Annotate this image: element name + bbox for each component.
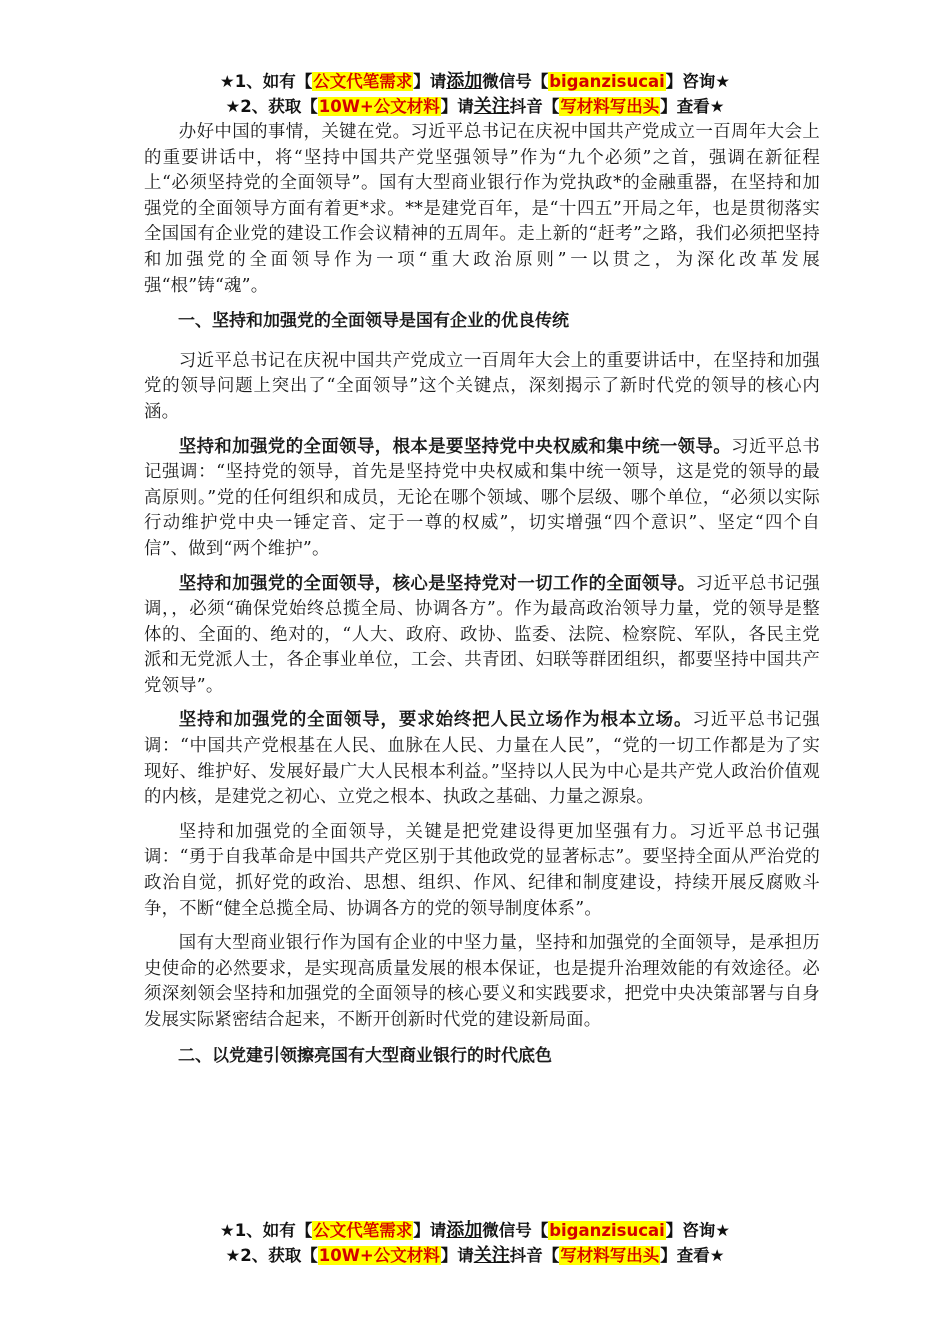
paragraph-text: 习近平总书记强调，，必须“确保党始终总揽全局、协调各方”。作为最高政治领导力量，党的领导是整体的、全面的、绝对的，“人大、政府、政协、监委、法院、检察院、军队，各民主党派和无党派人士，各企事业单位，工会、共青团、妇联等群团组织，都要坚持中国共产党领导”。 (144, 573, 820, 696)
banner-text: ★2、获取【 (225, 97, 318, 116)
banner-text: 】咨询★ (665, 72, 731, 91)
banner-highlight: biganzisucai (549, 72, 665, 91)
banner-emphasis: 添加 (446, 71, 483, 92)
banner-highlight: 10W+公文材料 (318, 97, 440, 116)
section-heading-2: 二、以党建引领擦亮国有大型商业银行的时代底色 (178, 1045, 552, 1066)
banner-emphasis: 关注 (473, 96, 510, 117)
banner-highlight: biganzisucai (549, 1221, 665, 1240)
paragraph-lead: 坚持和加强党的全面领导，根本是要坚持党中央权威和集中统一领导。 (178, 436, 732, 457)
banner-text: 微信号【 (482, 1221, 549, 1240)
banner-text: 】请 (440, 1246, 474, 1265)
banner-text: 】请 (413, 1221, 447, 1240)
banner-highlight: 写材料写出头 (560, 97, 660, 116)
paragraph-text: 习近平总书记强调：“中国共产党根基在人民、血脉在人民、力量在人民”，“党的一切工作都是为了实现好、维护好、发展好最广大人民根本利益。”坚持以人民为中心是共产党人政治价值观的内核，是建党之初心、立党之根本、执政之基础、力量之源泉。 (144, 710, 820, 808)
banner-highlight: 公文代笔需求 (313, 1221, 413, 1240)
banner-text: 】咨询★ (665, 1221, 731, 1240)
section-heading-1: 一、坚持和加强党的全面领导是国有企业的优良传统 (178, 311, 569, 332)
footer-banner (140, 1218, 810, 1268)
document-body (144, 120, 820, 1083)
banner-text: 抖音【 (509, 1246, 560, 1265)
banner-text: ★1、如有【 (219, 72, 313, 91)
banner-text: 抖音【 (509, 97, 560, 116)
banner-text: ★2、获取【 (225, 1246, 318, 1265)
paragraph-7: 国有大型商业银行作为国有企业的中坚力量，坚持和加强党的全面领导，是承担历史使命的必然要求，是实现高质量发展的根本保证，也是提升治理效能的有效途径。必须深刻领会坚持和加强党的全面领导的核心要义和实践要求，把党中央决策部署与自身发展实际紧密结合起来，不断开创新时代党的建设新局面。 (144, 933, 820, 1030)
paragraph-4 (144, 572, 820, 700)
banner-line-2 (140, 94, 810, 119)
banner-text: 】请 (413, 72, 447, 91)
banner-text: 微信号【 (482, 72, 549, 91)
banner-text: 】查看★ (660, 97, 725, 116)
paragraph-3 (144, 435, 820, 563)
banner-line-1 (140, 69, 810, 94)
banner-highlight: 写材料写出头 (560, 1246, 660, 1265)
paragraph-2: 习近平总书记在庆祝中国共产党成立一百周年大会上的重要讲话中，在坚持和加强党的领导问题上突出了“全面领导”这个关键点，深刻揭示了新时代党的领导的核心内涵。 (144, 350, 820, 422)
banner-highlight: 公文代笔需求 (313, 72, 413, 91)
paragraph-intro: 办好中国的事情，关键在党。习近平总书记在庆祝中国共产党成立一百周年大会上的重要讲话中，将“坚持中国共产党坚强领导”作为“九个必须”之首，强调在新征程上“必须坚持党的全面领导”。国有大型商业银行作为党执政*的金融重器，在坚持和加强党的全面领导方面有着更*求。**是建党百年，是“十四五”开局之年，也是贯彻落实全国国有企业党的建设工作会议精神的五周年。走上新的“赶考”之路，我们必须把坚持和加强党的全面领导作为一项“重大政治原则”一以贯之，为深化改革发展强“根”铸“魂”。 (144, 122, 820, 296)
banner-line-1 (140, 1218, 810, 1243)
paragraph-6: 坚持和加强党的全面领导，关键是把党建设得更加坚强有力。习近平总书记强调：“勇于自我革命是中国共产党区别于其他政党的显著标志”。要坚持全面从严治党的政治自觉，抓好党的政治、思想、组织、作风、纪律和制度建设，持续开展反腐败斗争，不断“健全总揽全局、协调各方的党的领导制度体系”。 (144, 821, 820, 919)
banner-emphasis: 添加 (446, 1220, 483, 1241)
banner-text: 】请 (440, 97, 474, 116)
paragraph-text: 习近平总书记强调：“坚持党的领导，首先是坚持党中央权威和集中统一领导，这是党的领导的最高原则。”党的任何组织和成员，无论在哪个领域、哪个层级、哪个单位，“必须以实际行动维护党中央一锤定音、定于一尊的权威”，切实增强“四个意识”、坚定“四个自信”、做到“两个维护”。 (144, 436, 820, 559)
banner-emphasis: 关注 (473, 1245, 510, 1266)
banner-text: ★1、如有【 (219, 1221, 313, 1240)
paragraph-lead: 坚持和加强党的全面领导，核心是坚持党对一切工作的全面领导。 (178, 573, 696, 594)
paragraph-lead: 坚持和加强党的全面领导，要求始终把人民立场作为根本立场。 (178, 710, 693, 731)
banner-text: 】查看★ (660, 1246, 725, 1265)
banner-line-2 (140, 1243, 810, 1268)
header-banner (140, 69, 810, 119)
banner-highlight: 10W+公文材料 (318, 1246, 440, 1265)
paragraph-5 (144, 708, 820, 810)
